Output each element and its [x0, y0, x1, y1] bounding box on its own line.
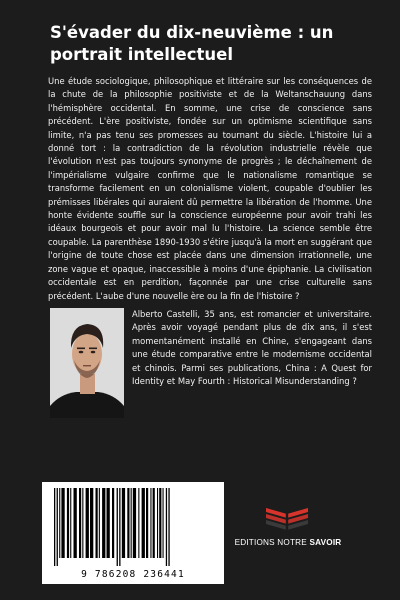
author-bio: Alberto Castelli, 35 ans, est romancier et universitaire. Après avoir voyagé pendant plus de dix ans, il s'est momentanément installé en Chine, s'engageant dans une étude comparative entre le modernisme occidental et chinois. Parmi ses publications, China : A Quest for Identity et May Fourth : Historical Misunderstanding ?	[132, 309, 372, 387]
barcode-bar	[102, 488, 105, 558]
barcode-bar	[117, 488, 118, 566]
barcode-bar	[74, 488, 77, 558]
publisher-name-bold: SAVOIR	[309, 538, 342, 547]
barcode-bar	[112, 488, 114, 558]
barcode-bar	[54, 488, 55, 566]
barcode-bar	[131, 488, 132, 558]
barcode-bar	[67, 488, 69, 558]
barcode-bar	[119, 488, 120, 566]
barcode-bar	[90, 488, 93, 558]
book-title: S'évader du dix-neuvième : un portrait intellectuel	[50, 23, 334, 64]
barcode-bars	[42, 482, 224, 570]
barcode-bar	[163, 488, 164, 558]
barcode-bar	[59, 488, 60, 558]
barcode-bar	[133, 488, 136, 558]
barcode-bar	[138, 488, 139, 558]
barcode-bar	[82, 488, 83, 558]
barcode-bar	[122, 488, 125, 558]
barcode-bar	[127, 488, 129, 558]
barcode-bar	[153, 488, 155, 558]
barcode-bar	[99, 488, 100, 558]
author-portrait-image	[50, 308, 124, 418]
barcode-bar	[86, 488, 89, 558]
author-photo	[50, 308, 124, 418]
barcode-bar	[96, 488, 98, 558]
barcode-bar	[142, 488, 145, 558]
publisher-name	[234, 538, 342, 547]
barcode-bar	[168, 488, 169, 566]
publisher-name-prefix: EDITIONS NOTRE	[234, 538, 310, 547]
author-section	[50, 308, 374, 420]
isbn-number: 9 786208 236441	[81, 569, 185, 580]
barcode-bar	[107, 488, 110, 558]
barcode-bar	[146, 488, 148, 558]
barcode-bar	[166, 488, 167, 566]
barcode-bar	[70, 488, 71, 558]
barcode-bar	[61, 488, 64, 558]
book-description: Une étude sociologique, philosophique et littéraire sur les conséquences de la chute de la philosophie positiviste et de la Weltanschauung dans l'hémisphère occidental. En somme, une crise de conscience sans précédent. L'ère positiviste, fondée sur un optimisme scientifique sans limite, n'a pas tenu ses promesses au tournant du siècle. L'histoire lui a donné tort : la contradiction de la révolution industrielle révèle que l'évolution n'est pas toujours synonyme de progrès ; le déchaînement de l'impérialisme vulgaire confirme que le nationalisme romantique se transforme facilement en un colonialisme violent, coupable d'oublier les prémisses libérales qui auraient dû permettre la libération de l'homme. Une honte évidente souffle sur la conscience européenne pour avoir trahi les idéaux bourgeois et pour avoir mal lu l'histoire. La science semble être coupable. La parenthèse 1890-1930 s'étire jusqu'à la mort en suggérant que l'origine de toute chose est placée dans une dimension irrationnelle, une zone vague et opaque, inaccessible à moins d'une épiphanie. La civilisation occidentale est en perdition, façonnée par une crise culturelle sans précédent. L'aube d'une nouvelle ère ou la fin de l'histoire ?	[48, 76, 372, 301]
barcode-bar	[57, 488, 58, 566]
barcode-bar	[150, 488, 151, 558]
isbn-barcode	[42, 482, 224, 584]
barcode-bar	[159, 488, 161, 558]
barcode-bar	[157, 488, 158, 558]
barcode-bar	[79, 488, 81, 558]
publisher-logo-icon	[262, 502, 312, 532]
